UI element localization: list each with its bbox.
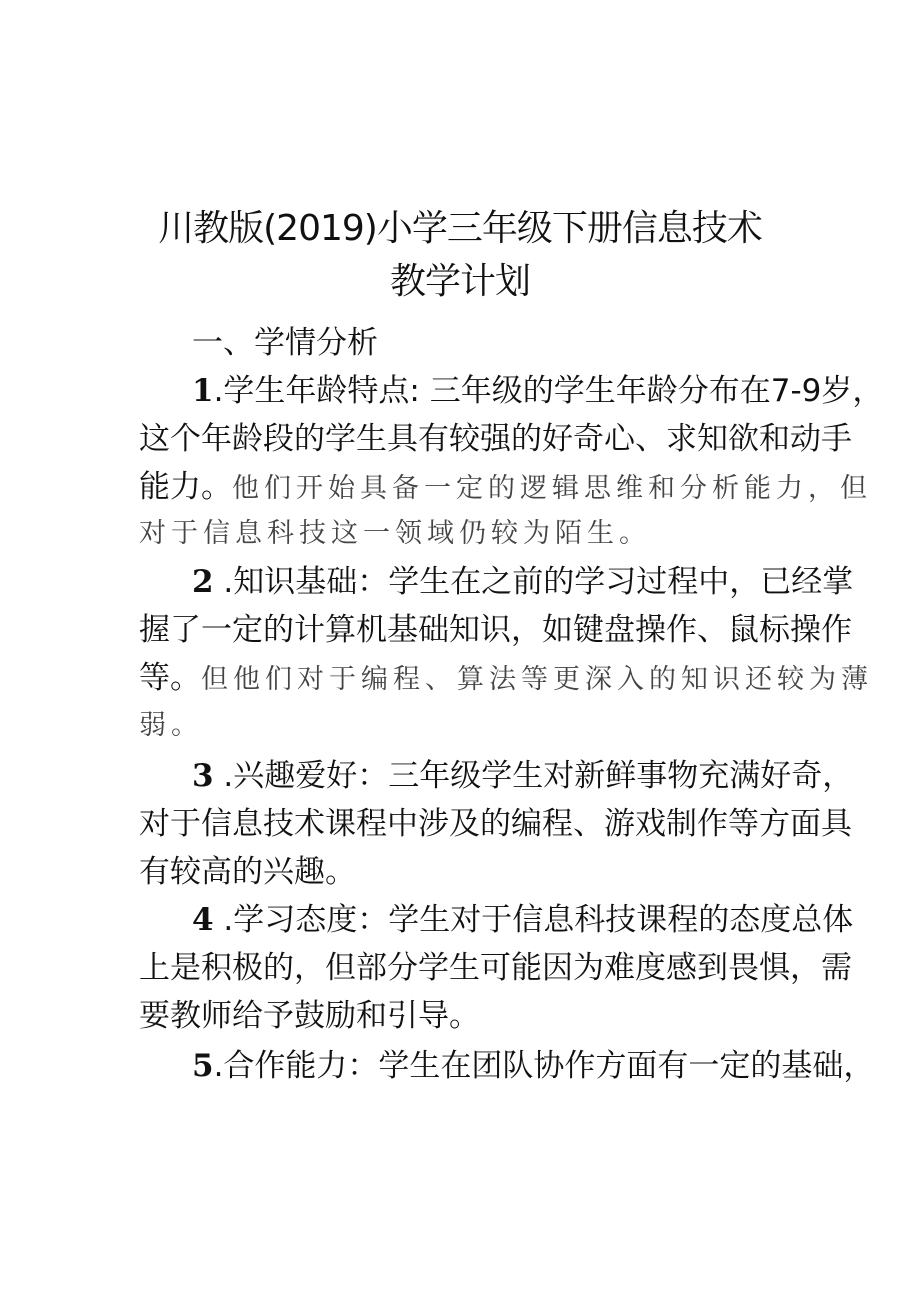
document-title-line-1: 川教版(2019)小学三年级下册信息技术 xyxy=(158,208,762,249)
paragraph-3-line-3: 有较高的兴趣。 xyxy=(139,854,356,890)
paragraph-3-line-2: 对于信息技术课程中涉及的编程、游戏制作等方面具 xyxy=(139,806,852,842)
paragraph-number: 4 xyxy=(192,902,214,938)
paragraph-2-line-3 xyxy=(139,652,873,697)
paragraph-text: .学习态度：学生对于信息科技课程的态度总体 xyxy=(213,902,854,938)
paragraph-text: 能力。 xyxy=(139,469,232,505)
paragraph-4-line-3: 要教师给予鼓励和引导。 xyxy=(139,998,480,1034)
paragraph-5-line-1 xyxy=(192,1040,874,1085)
paragraph-2-line-1 xyxy=(192,556,853,601)
paragraph-text: .学生年龄特点: 三年级的学生年龄分布在7-9岁， xyxy=(213,373,884,409)
paragraph-text: 等。 xyxy=(139,660,201,696)
paragraph-text: .知识基础：学生在之前的学习过程中，已经掌 xyxy=(213,564,854,600)
paragraph-text: .合作能力：学生在团队协作方面有一定的基础， xyxy=(213,1048,875,1084)
paragraph-number: 1 xyxy=(192,373,214,409)
paragraph-1-line-2: 这个年龄段的学生具有较强的好奇心、求知欲和动手 xyxy=(139,421,852,457)
paragraph-1-line-1 xyxy=(192,365,883,410)
paragraph-4-line-2: 上是积极的，但部分学生可能因为难度感到畏惧，需 xyxy=(139,950,852,986)
paragraph-2-line-2: 握了一定的计算机基础知识，如键盘操作、鼠标操作 xyxy=(139,612,852,648)
section-heading: 一、学情分析 xyxy=(192,325,378,361)
paragraph-text-light: 他们开始具备一定的逻辑思维和分析能力，但 xyxy=(232,473,872,504)
paragraph-number: 5 xyxy=(192,1048,214,1084)
paragraph-1-line-3 xyxy=(139,461,872,506)
paragraph-number: 3 xyxy=(192,758,214,794)
paragraph-text-light: 但他们对于编程、算法等更深入的知识还较为薄 xyxy=(201,664,873,695)
paragraph-3-line-1 xyxy=(192,750,853,795)
paragraph-1-line-4: 对于信息科技这一领域仍较为陌生。 xyxy=(139,518,651,549)
paragraph-text: .兴趣爱好：三年级学生对新鲜事物充满好奇， xyxy=(213,758,854,794)
document-title-line-2: 教学计划 xyxy=(389,261,530,302)
paragraph-4-line-1 xyxy=(192,894,853,939)
paragraph-2-line-4: 弱。 xyxy=(139,710,203,741)
paragraph-number: 2 xyxy=(192,564,214,600)
